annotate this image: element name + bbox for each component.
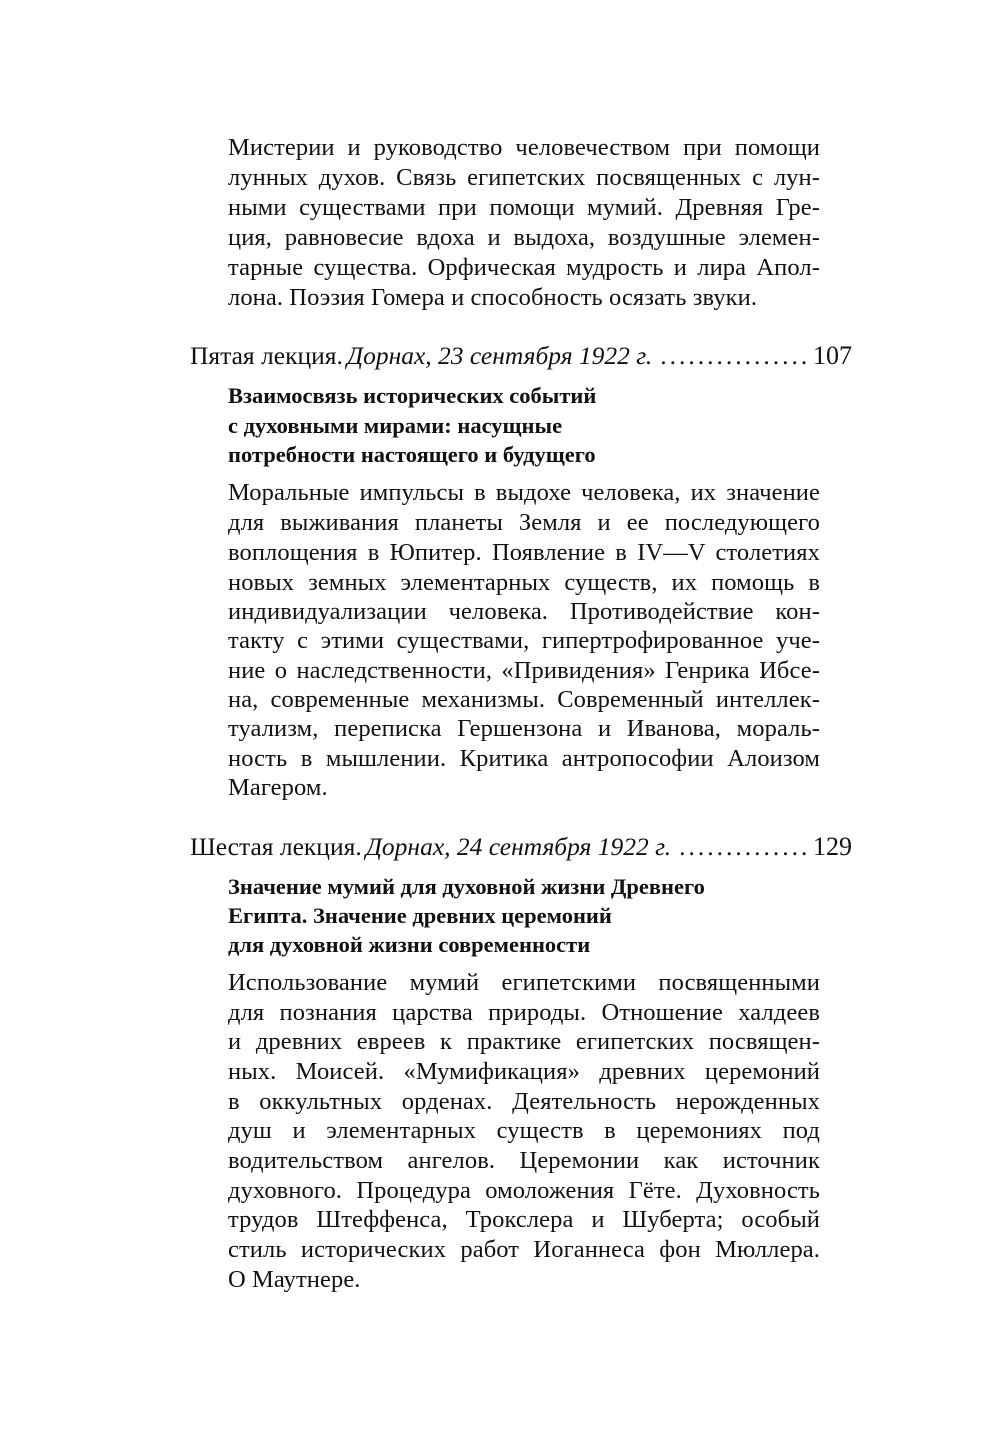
title-line: потребности настоящего и будущего (228, 442, 596, 467)
text-line: на, современные механизмы. Современный интеллек- (228, 686, 820, 713)
title-line: для духовной жизни современности (228, 932, 591, 957)
text-line: ных. Моисей. «Мумификация» древних церемоний (228, 1058, 820, 1085)
text-line: такту с этими существами, гипертрофированное уче- (228, 627, 820, 654)
title-line: с духовными мирами: насущные (228, 413, 563, 438)
text-line: ными существами при помощи мумий. Древняя Гре- (228, 194, 820, 221)
text-line: стиль исторических работ Иоганнеса фон Мюллера. (228, 1236, 820, 1263)
lecture-place-date: Дорнах, 24 сентября 1922 г. (365, 832, 672, 861)
title-line: Взаимосвязь исторических событий (228, 383, 597, 408)
text-line: тарные существа. Орфическая мудрость и лира Апол- (228, 254, 820, 281)
page-number: 107 (813, 341, 852, 370)
text-line: для познания царства природы. Отношение халдеев (228, 999, 820, 1026)
dot-leader (679, 831, 810, 863)
text-line: туализм, переписка Гершензона и Иванова, мораль- (228, 715, 820, 742)
text-line: лунных духов. Связь египетских посвященных с лун- (228, 164, 820, 191)
text-line: в оккультных орденах. Деятельность нерожденных (228, 1088, 820, 1115)
text-line: лона. Поэзия Гомера и способность осязать звуки. (228, 284, 758, 311)
lecture-label: Пятая лекция. (190, 341, 343, 370)
lecture-place-date: Дорнах, 23 сентября 1922 г. (346, 341, 653, 370)
text-line: Моральные импульсы в выдохе человека, их значение (228, 479, 820, 506)
text-line: воплощения в Юпитер. Появление в IV—V столетиях (228, 539, 820, 566)
title-line: Значение мумий для духовной жизни Древнего (228, 874, 705, 899)
text-line: О Маутнере. (228, 1266, 361, 1293)
text-line: душ и элементарных существ в церемониях под (228, 1117, 820, 1144)
text-line: ция, равновесие вдоха и выдоха, воздушные элемен- (228, 224, 820, 251)
text-line: и древних евреев к практике египетских посвящен- (228, 1028, 820, 1055)
toc-entry-lecture-5[interactable] (190, 340, 852, 372)
text-line: духовного. Процедура омоложения Гёте. Духовность (228, 1177, 820, 1204)
text-line: новых земных элементарных существ, их помощь в (228, 569, 820, 596)
dot-leader (660, 340, 810, 372)
title-line: Египта. Значение древних церемоний (228, 903, 612, 928)
text-line: трудов Штеффенса, Трокслера и Шуберта; особый (228, 1206, 820, 1233)
lecture-label: Шестая лекция. (190, 832, 362, 861)
text-line: ние о наследственности, «Привидения» Генрика Ибсе- (228, 657, 820, 684)
text-line: водительством ангелов. Церемонии как источник (228, 1147, 820, 1174)
toc-entry-lecture-6[interactable] (190, 831, 852, 863)
text-line: для выживания планеты Земля и ее последующего (228, 509, 820, 536)
text-line: Использование мумий египетскими посвященными (228, 969, 820, 996)
text-line: индивидуализации человека. Противодействие кон- (228, 598, 820, 625)
text-line: ность в мышлении. Критика антропософии Алоизом (228, 745, 820, 772)
page-number: 129 (813, 832, 852, 861)
text-line: Мистерии и руководство человечеством при помощи (228, 134, 820, 161)
text-line: Магером. (228, 774, 328, 801)
